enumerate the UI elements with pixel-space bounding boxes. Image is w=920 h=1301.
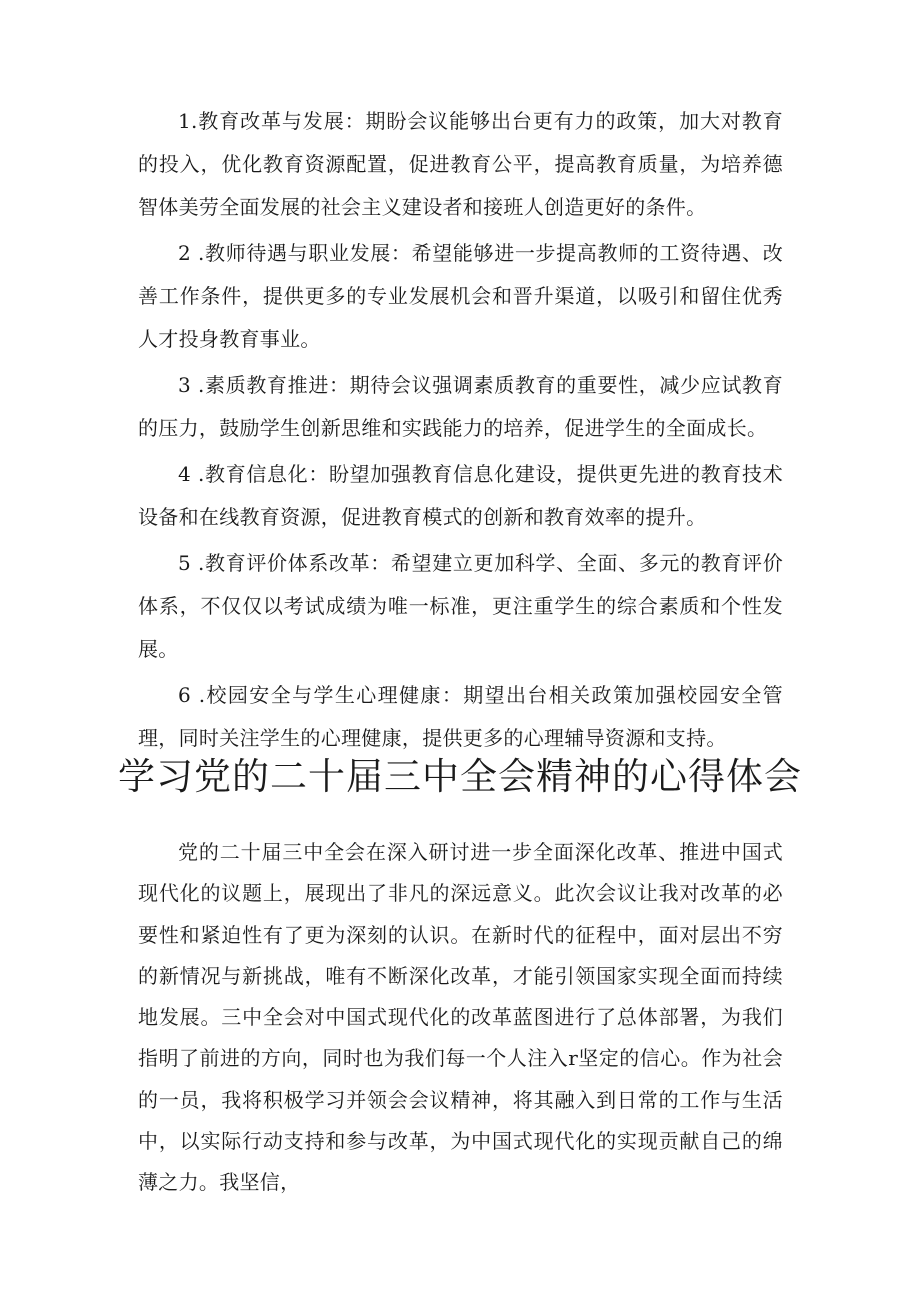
list-item: 5 .教育评价体系改革：希望建立更加科学、全面、多元的教育评价体系，不仅仅以考试成绩为唯一标准，更注重学生的综合素质和个性发展。 <box>138 551 783 661</box>
list-item: 3 .素质教育推进：期待会议强调素质教育的重要性，减少应试教育的压力，鼓励学生创新思维和实践能力的培养，促进学生的全面成长。 <box>138 373 783 440</box>
essay-body <box>138 832 783 1204</box>
list-item: 4 .教育信息化：盼望加强教育信息化建设，提供更先进的教育技术设备和在线教育资源，促进教育模式的创新和教育效率的提升。 <box>138 462 783 529</box>
section-title: 学习党的二十届三中全会精神的心得体会 <box>118 755 802 798</box>
essay-paragraph: 党的二十届三中全会在深入研讨进一步全面深化改革、推进中国式现代化的议题上，展现出了非凡的深远意义。此次会议让我对改革的必要性和紧迫性有了更为深刻的认识。在新时代的征程中，面对层出不穷的新情况与新挑战，唯有不断深化改革，才能引领国家实现全面而持续地发展。三中全会对中国式现代化的改革蓝图进行了总体部署，为我们指明了前进的方向，同时也为我们每一个人注入r坚定的信心。作为社会的一员，我将积极学习并领会会议精神，将其融入到日常的工作与生活中，以实际行动支持和参与改革，为中国式现代化的实现贡献自己的绵薄之力。我坚信， <box>138 840 783 1195</box>
list-item: 1.教育改革与发展：期盼会议能够出台更有力的政策，加大对教育的投入，优化教育资源配置，促进教育公平，提高教育质量，为培养德智体美劳全面发展的社会主义建设者和接班人创造更好的条件。 <box>138 109 783 219</box>
expectation-list <box>138 100 783 760</box>
list-item: 6 .校园安全与学生心理健康：期望出台相关政策加强校园安全管理，同时关注学生的心理健康，提供更多的心理辅导资源和支持。 <box>138 683 783 750</box>
list-item: 2 .教师待遇与职业发展：希望能够进一步提高教师的工资待遇、改善工作条件，提供更多的专业发展机会和晋升渠道，以吸引和留住优秀人才投身教育事业。 <box>138 241 783 351</box>
